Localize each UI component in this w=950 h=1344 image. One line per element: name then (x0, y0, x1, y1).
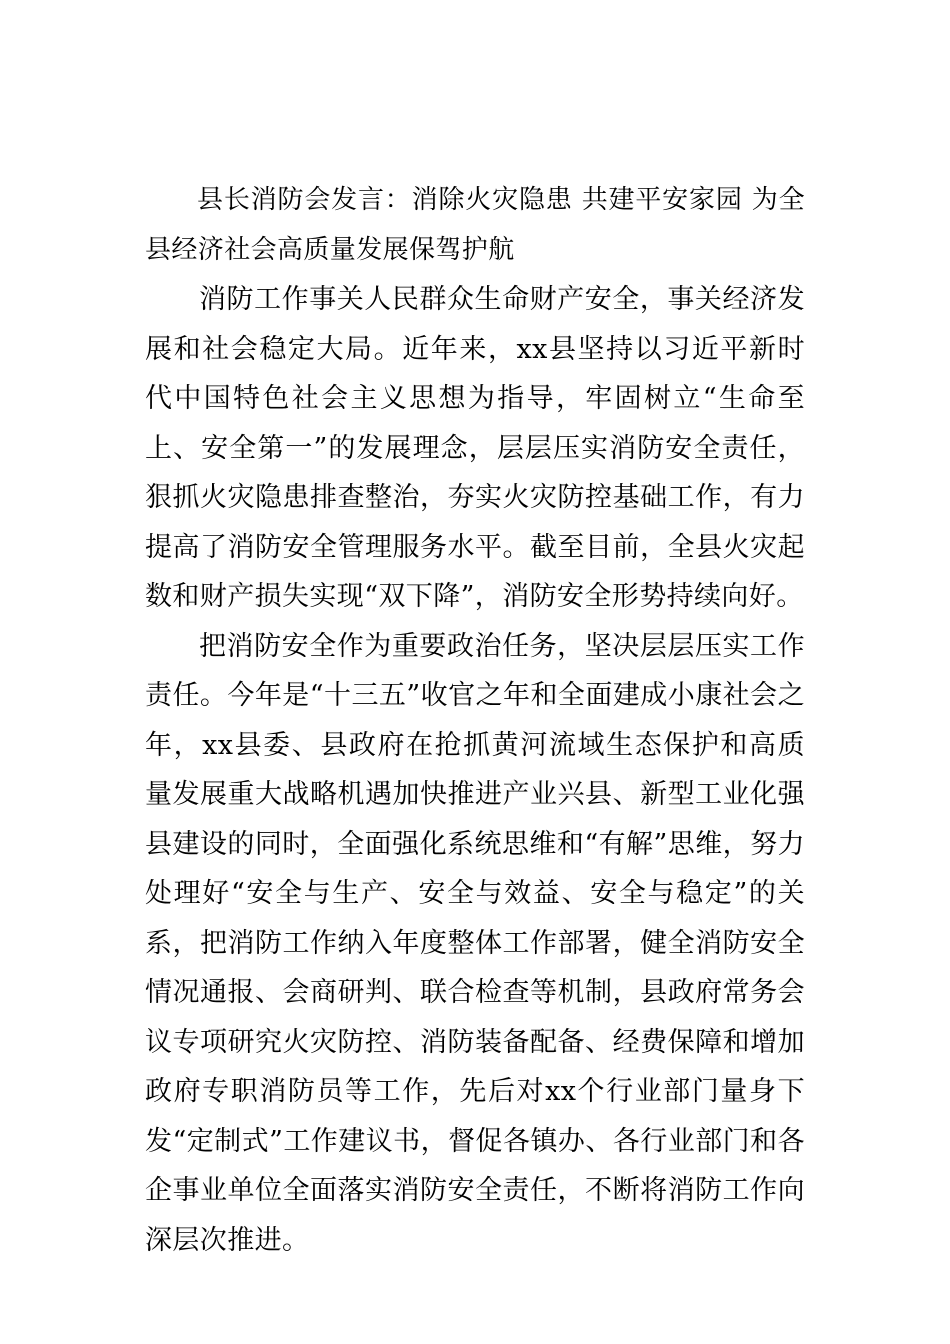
paragraph-1: 消防工作事关人民群众生命财产安全，事关经济发展和社会稳定大局。近年来，xx县坚持以习近平新时代中国特色社会主义思想为指导，牢固树立“生命至上、安全第一”的发展理念，层层压实消防安全责任，狠抓火灾隐患排查整治，夯实火灾防控基础工作，有力提高了消防安全管理服务水平。截至目前，全县火灾起数和财产损失实现“双下降”，消防安全形势持续向好。 (145, 284, 805, 612)
document-body (145, 176, 805, 1265)
document-title: 县长消防会发言：消除火灾隐患 共建平安家园 为全县经济社会高质量发展保驾护航 (145, 185, 805, 265)
paragraph-2: 把消防安全作为重要政治任务，坚决层层压实工作责任。今年是“十三五”收官之年和全面建成小康社会之年，xx县委、县政府在抢抓黄河流域生态保护和高质量发展重大战略机遇加快推进产业兴县、新型工业化强县建设的同时，全面强化系统思维和“有解”思维，努力处理好“安全与生产、安全与效益、安全与稳定”的关系，把消防工作纳入年度整体工作部署，健全消防安全情况通报、会商研判、联合检查等机制，县政府常务会议专项研究火灾防控、消防装备配备、经费保障和增加政府专职消防员等工作，先后对xx个行业部门量身下发“定制式”工作建议书，督促各镇办、各行业部门和各企事业单位全面落实消防安全责任，不断将消防工作向深层次推进。 (145, 630, 805, 1256)
